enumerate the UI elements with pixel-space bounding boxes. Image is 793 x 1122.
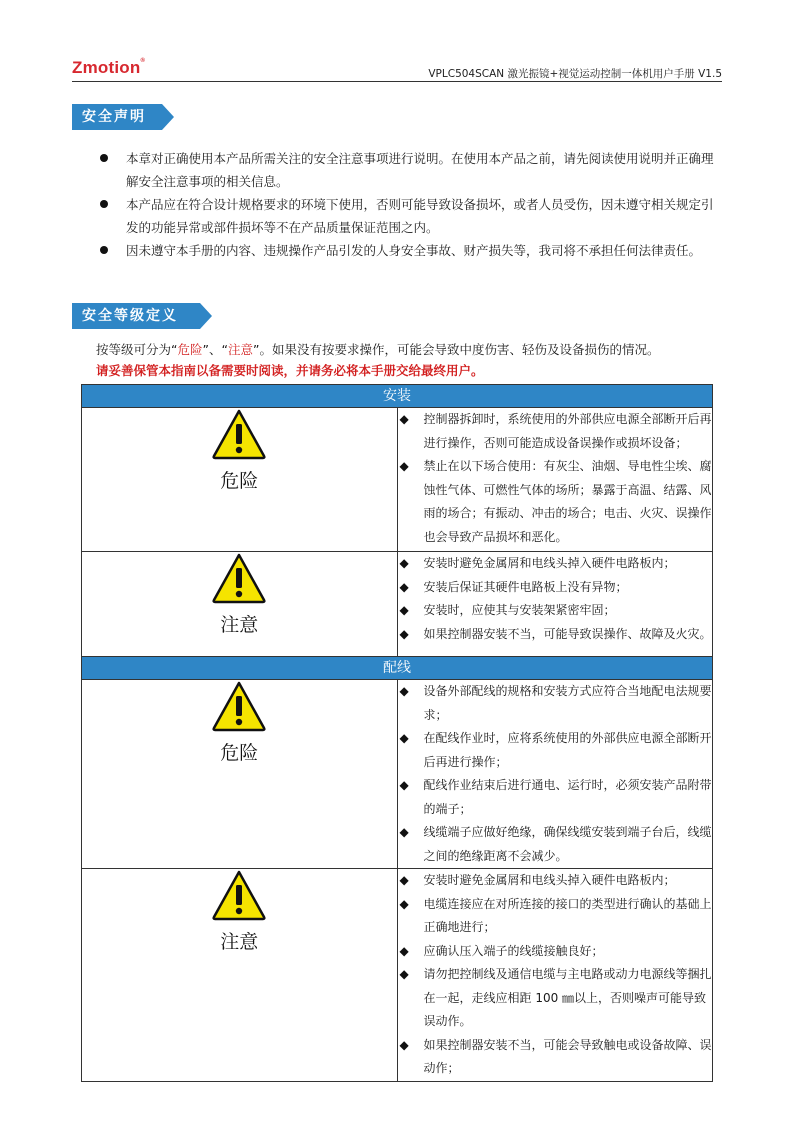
safety-statement-list	[96, 147, 722, 262]
list-item: ◆ 请勿把控制线及通信电缆与主电路或动力电源线等捆扎在一起，走线应相距 100 ㎜以上，否则噪声可能导致误动作。	[398, 963, 713, 1034]
diamond-icon: ◆	[399, 412, 409, 426]
list-item: ◆ 安装时避免金属屑和电线头掉入硬件电路板内；	[398, 869, 713, 893]
list-item: 因未遵守本手册的内容、违规操作产品引发的人身安全事故、财产损失等，我司将不承担任何法律责任。	[96, 239, 722, 262]
list-item: ◆ 配线作业结束后进行通电、运行时，必须安装产品附带的端子；	[398, 774, 713, 821]
list-item: ◆ 控制器拆卸时，系统使用的外部供应电源全部断开后再进行操作，否则可能造成设备误操作或损坏设备；	[398, 408, 713, 455]
brand-logo: Zmotion®	[72, 58, 146, 77]
list-item: ◆ 安装时避免金属屑和电线头掉入硬件电路板内；	[398, 552, 713, 576]
diamond-icon: ◆	[399, 626, 409, 641]
list-item: ◆ 如果控制器安装不当，可能导致误操作、故障及火灾。	[398, 623, 713, 647]
diamond-icon: ◆	[399, 873, 409, 887]
keep-manual-notice: 请妥善保管本指南以备需要时阅读，并请务必将本手册交给最终用户。	[96, 363, 484, 378]
levels-intro: 按等级可分为“危险”、“注意”。如果没有按要求操作，可能会导致中度伤害、轻伤及设备损伤的情况。	[96, 342, 660, 357]
category-header-install: 安装	[82, 385, 713, 408]
list-item: ◆ 禁止在以下场合使用：有灰尘、油烟、导电性尘埃、腐蚀性气体、可燃性气体的场所；暴露于高温、结露、风雨的场合；有振动、冲击的场合；电击、火灾、误操作也会导致产品损坏和恶化。	[398, 455, 713, 549]
category-header-wiring: 配线	[82, 657, 713, 680]
diamond-icon: ◆	[399, 556, 409, 570]
safety-level-table	[81, 384, 713, 1082]
diamond-icon: ◆	[399, 943, 409, 958]
level-label-caution: 注意	[220, 931, 259, 953]
list-item: ◆ 在配线作业时，应将系统使用的外部供应电源全部断开后再进行操作；	[398, 727, 713, 774]
list-item: ◆ 电缆连接应在对所连接的接口的类型进行确认的基础上正确地进行；	[398, 893, 713, 940]
table-row	[82, 680, 713, 869]
table-row	[82, 869, 713, 1082]
item-list	[398, 552, 713, 646]
item-list	[398, 869, 713, 1081]
diamond-icon: ◆	[399, 731, 409, 745]
diamond-icon: ◆	[399, 603, 409, 617]
bullet-icon	[100, 154, 108, 162]
table-row	[82, 408, 713, 552]
list-item: ◆ 线缆端子应做好绝缘，确保线缆安装到端子台后，线缆之间的绝缘距离不会减少。	[398, 821, 713, 868]
list-item: ◆ 应确认压入端子的线缆接触良好；	[398, 940, 713, 964]
diamond-icon: ◆	[399, 825, 409, 839]
diamond-icon: ◆	[399, 967, 409, 981]
header-divider	[72, 81, 722, 82]
diamond-icon: ◆	[399, 896, 409, 911]
list-item: ◆ 设备外部配线的规格和安装方式应符合当地配电法规要求；	[398, 680, 713, 727]
level-label-caution: 注意	[220, 614, 259, 636]
list-item: 本章对正确使用本产品所需关注的安全注意事项进行说明。在使用本产品之前，请先阅读使用说明并正确理解安全注意事项的相关信息。	[96, 147, 722, 193]
diamond-icon: ◆	[399, 459, 409, 473]
bullet-icon	[100, 246, 108, 254]
heading-arrow	[200, 303, 212, 329]
list-item: ◆ 安装后保证其硬件电路板上没有异物；	[398, 576, 713, 600]
list-item: ◆ 如果控制器安装不当，可能会导致触电或设备故障、误动作；	[398, 1034, 713, 1081]
diamond-icon: ◆	[399, 579, 409, 594]
table-row	[82, 552, 713, 657]
level-label-danger: 危险	[220, 470, 259, 492]
page-header	[72, 58, 722, 82]
diamond-icon: ◆	[399, 1037, 409, 1052]
diamond-icon: ◆	[399, 778, 409, 792]
diamond-icon: ◆	[399, 684, 409, 698]
item-list	[398, 408, 713, 549]
list-item: 本产品应在符合设计规格要求的环境下使用，否则可能导致设备损坏，或者人员受伤，因未遵守相关规定引发的功能异常或部件损坏等不在产品质量保证范围之内。	[96, 193, 722, 239]
level-label-danger: 危险	[220, 742, 259, 764]
document-title: VPLC504SCAN 激光振镜+视觉运动控制一体机用户手册 V1.5	[428, 68, 722, 80]
bullet-icon	[100, 200, 108, 208]
item-list	[398, 680, 713, 868]
heading-arrow	[162, 104, 174, 130]
warning-triangle-icon	[211, 869, 267, 921]
list-item: ◆ 安装时，应使其与安装架紧密牢固；	[398, 599, 713, 623]
warning-triangle-icon	[211, 680, 267, 732]
warning-triangle-icon	[211, 552, 267, 604]
warning-triangle-icon	[211, 408, 267, 460]
